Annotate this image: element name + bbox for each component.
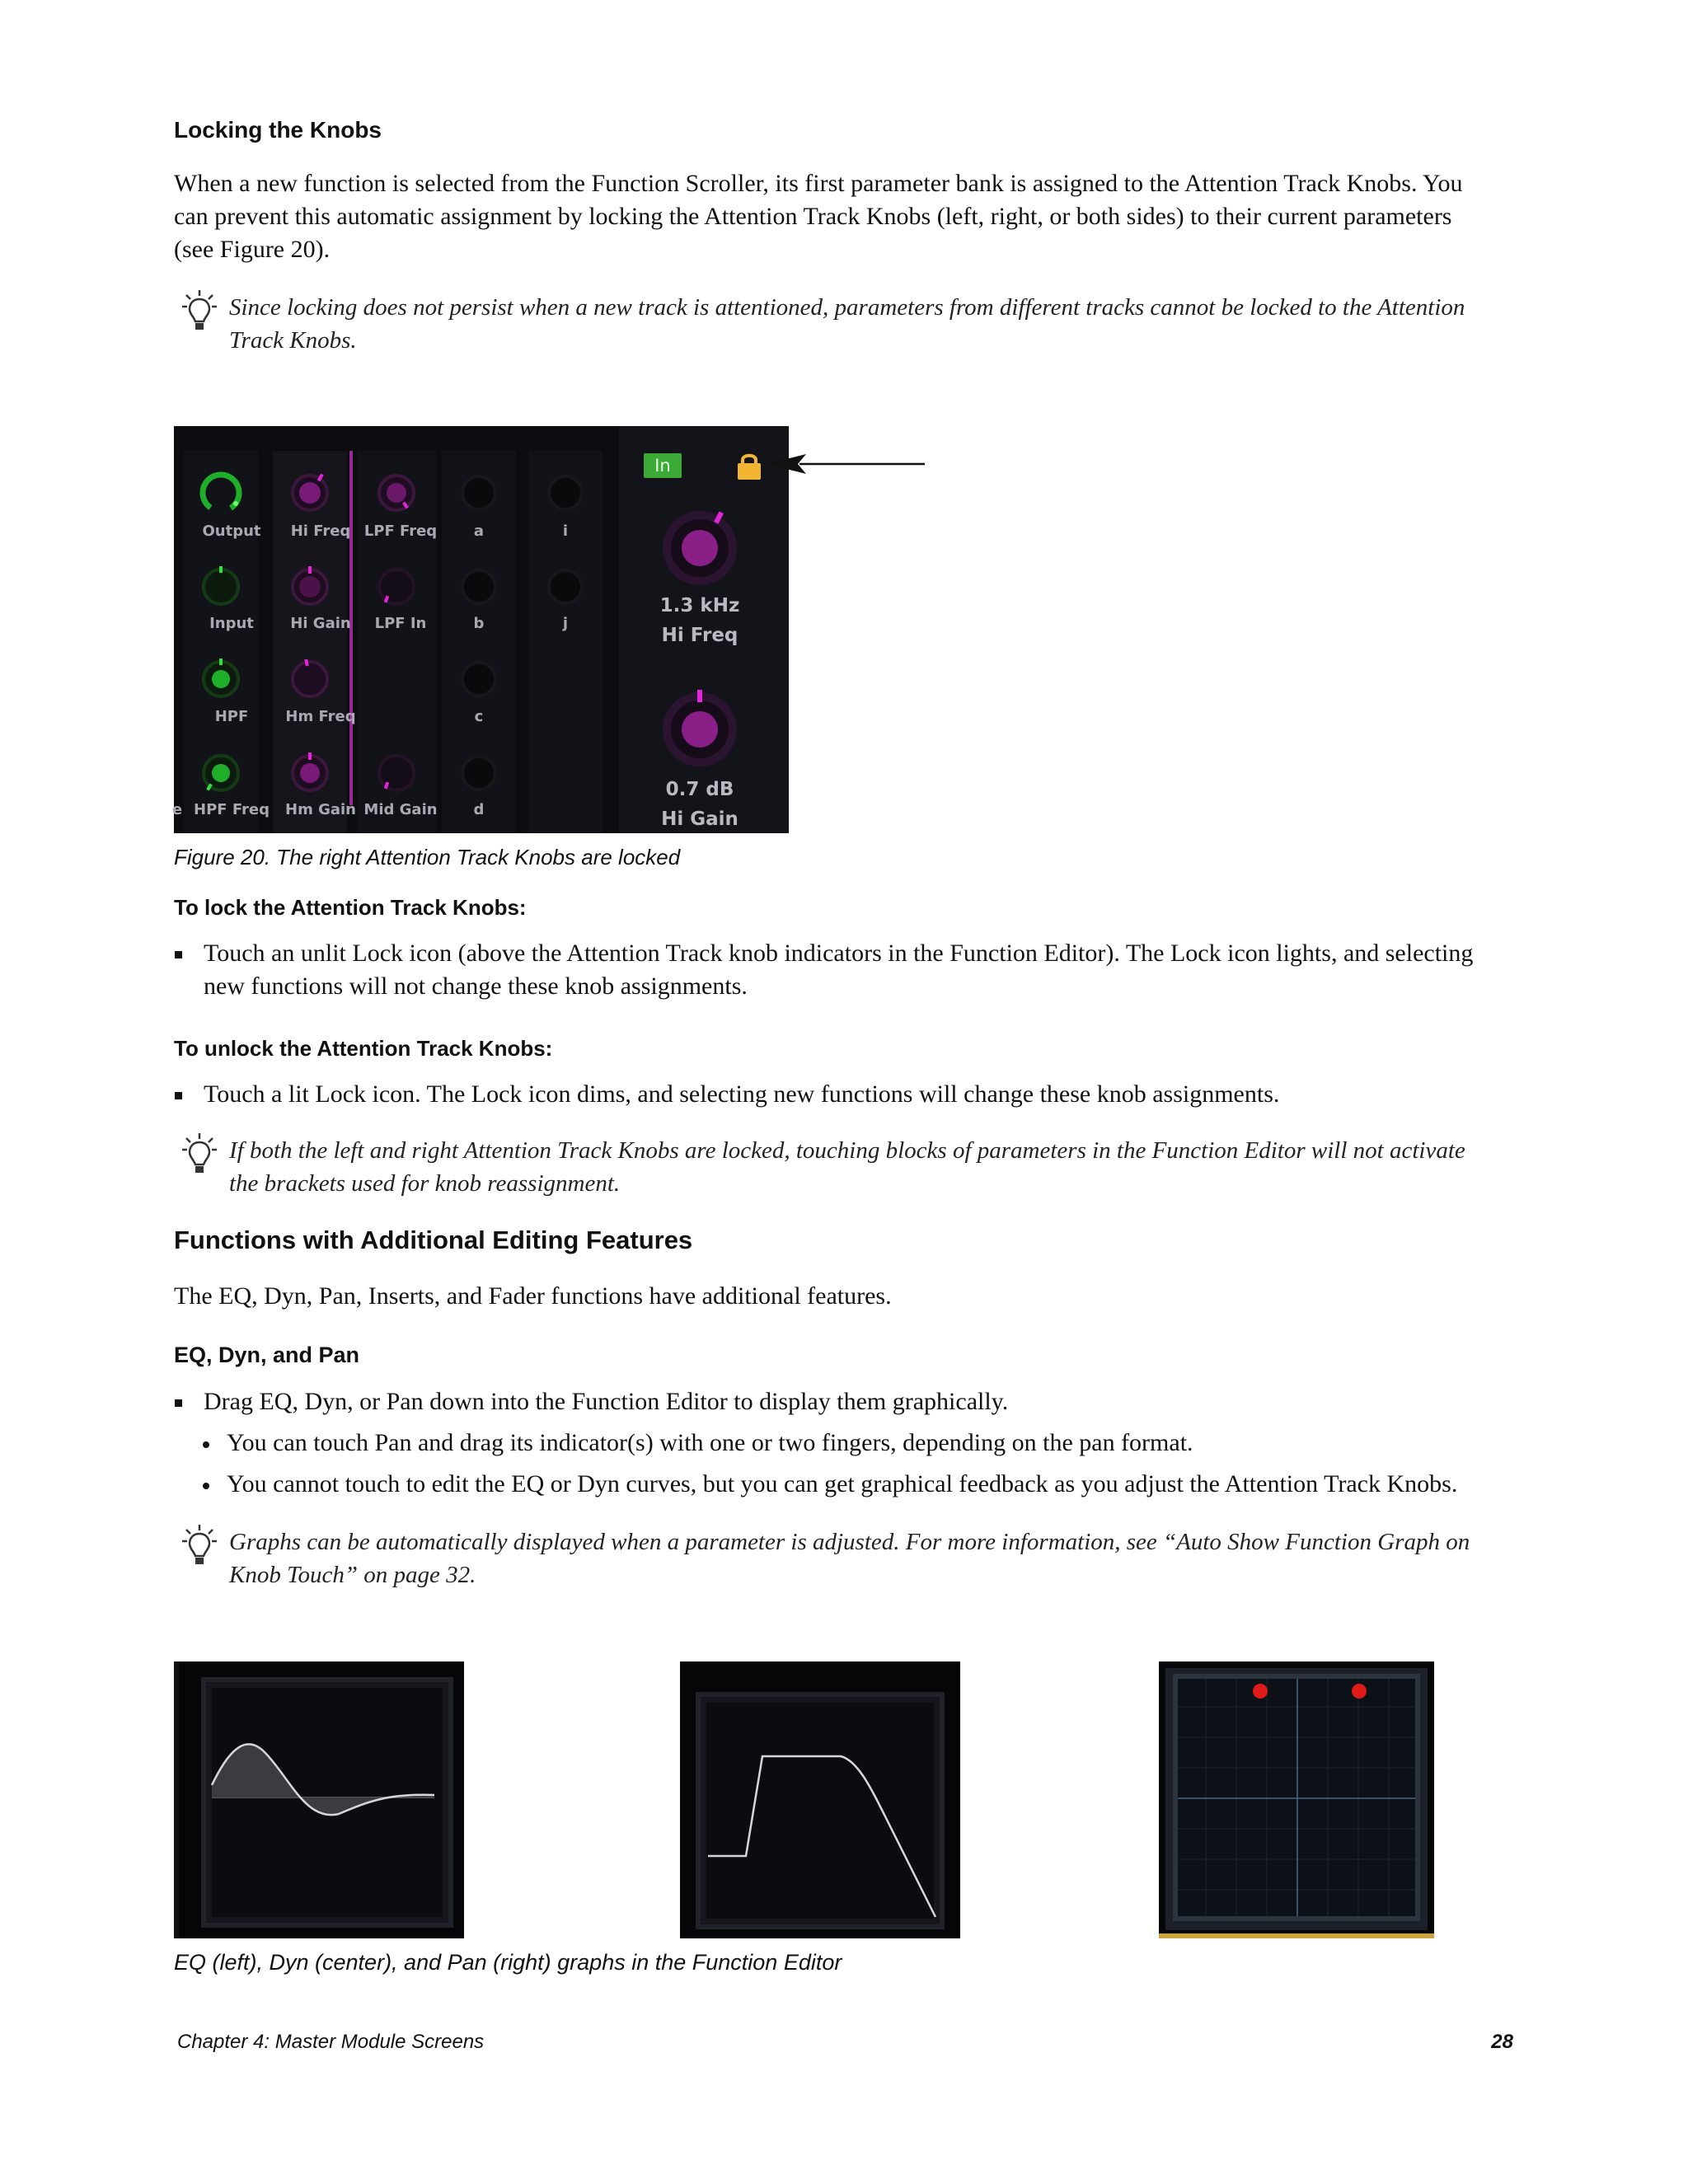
paragraph-line: can prevent this automatic assignment by locking the Attention Track Knobs (left, right, or both sides) to their current parameters [174,203,1452,230]
knob-label: Hi Gain [290,615,351,632]
attention-knob-name: Hi Gain [661,808,738,830]
i-knob[interactable] [543,471,588,515]
bullet-marker [175,951,182,958]
j-knob[interactable] [543,565,588,609]
a-knob[interactable] [457,471,501,515]
paragraph-line: The EQ, Dyn, Pan, Inserts, and Fader functions have additional features. [174,1282,892,1310]
bullet-text: new functions will not change these knob assignments. [204,972,748,1000]
tip-note-line: If both the left and right Attention Track Knobs are locked, touching blocks of parameters in the Function Editor will not activate [229,1137,1465,1164]
knob-label: LPF In [374,615,427,632]
c-knob[interactable] [457,657,501,701]
eq-graph [174,1661,464,1938]
subsection-heading-eq-dyn-pan: EQ, Dyn, and Pan [174,1343,360,1367]
paragraph-line: (see Figure 20). [174,236,331,263]
pan-right-indicator[interactable] [1352,1684,1367,1699]
procedure-heading-lock: To lock the Attention Track Knobs: [174,895,527,920]
bullet-text: Touch a lit Lock icon. The Lock icon dims, and selecting new functions will change these knob assignments. [204,1080,1280,1108]
footer-chapter: Chapter 4: Master Module Screens [177,2031,485,2053]
knob-label: d [473,801,485,818]
procedure-heading-unlock: To unlock the Attention Track Knobs: [174,1036,553,1061]
attention-knob-value: 1.3 kHz [659,595,740,616]
lpf-in-knob[interactable] [374,565,419,609]
knob-label: a [473,523,485,540]
hi-freq-knob[interactable] [288,471,332,515]
hm-freq-knob[interactable] [288,657,332,701]
knob-label: Hm Gain [285,801,356,818]
knob-label: j [562,615,569,632]
knob-label: HPF [214,708,249,725]
tip-note-line: Graphs can be automatically displayed when a parameter is adjusted. For more information, see “Auto Show Function Graph on [229,1529,1470,1555]
bullet-text: Drag EQ, Dyn, or Pan down into the Function Editor to display them graphically. [204,1388,1009,1415]
lock-icon[interactable] [735,451,763,480]
bullet-text: Touch an unlit Lock icon (above the Attention Track knob indicators in the Function Editor). The Lock icon lights, and selecting [204,940,1474,967]
pan-left-indicator[interactable] [1253,1684,1268,1699]
section-heading-locking: Locking the Knobs [174,117,382,143]
attention-knob-name: Hi Freq [661,625,738,646]
knob-label: Mid Gain [363,801,438,818]
b-knob[interactable] [457,565,501,609]
lpf-freq-knob[interactable] [374,471,419,515]
knob-label: b [473,615,485,632]
input-knob[interactable] [199,565,243,609]
knob-label: Input [209,615,254,632]
hi-gain-knob[interactable] [288,565,332,609]
attention-knob-value: 0.7 dB [665,779,734,800]
dyn-curve-plot [680,1661,960,1938]
output-knob[interactable] [199,471,243,515]
lightbulb-tip-icon [181,288,218,338]
cutoff-label: e [171,801,183,818]
sub-bullet-text: You can touch Pan and drag its indicator(s) with one or two fingers, depending on the pan format. [227,1429,1193,1456]
graphs-caption: EQ (left), Dyn (center), and Pan (right) graphs in the Function Editor [174,1950,842,1975]
page-number: 28 [1491,2031,1513,2053]
bullet-marker [175,1399,182,1407]
pan-graph [1159,1661,1434,1938]
tip-note-line: Since locking does not persist when a new track is attentioned, parameters from different tracks cannot be locked to the Attention [229,294,1465,321]
dyn-graph [680,1661,960,1938]
lightbulb-tip-icon [181,1132,218,1181]
knob-label: i [562,523,569,540]
tip-note-line: Knob Touch” on page 32. [229,1562,476,1588]
in-badge[interactable]: In [644,453,682,478]
hm-gain-knob[interactable] [288,751,332,795]
hpf-knob[interactable] [199,657,243,701]
lightbulb-tip-icon [181,1523,218,1572]
hpf-freq-knob[interactable] [199,751,243,795]
paragraph-line: When a new function is selected from the Function Scroller, its first parameter bank is assigned to the Attention Track Knobs. You [174,170,1463,197]
knob-label: Hm Freq [285,708,356,725]
attention-knob-hi-freq[interactable] [659,507,741,589]
bullet-marker [175,1092,182,1099]
tip-note-line: Track Knobs. [229,327,357,354]
eq-curve-plot [174,1661,464,1938]
arrow-left-icon [767,452,927,476]
section-heading-functions: Functions with Additional Editing Features [174,1226,693,1254]
tip-note-line: the brackets used for knob reassignment. [229,1170,621,1197]
sub-bullet-marker [203,1441,209,1448]
mid-gain-knob[interactable] [374,751,419,795]
d-knob[interactable] [457,751,501,795]
attention-knob-hi-gain[interactable] [659,688,741,771]
figure-20-caption: Figure 20. The right Attention Track Knobs are locked [174,845,681,869]
knob-label: LPF Freq [363,523,438,540]
sub-bullet-marker [203,1483,209,1489]
knob-label: c [474,708,484,725]
pan-position-plot [1159,1661,1434,1938]
knob-label: Hi Freq [290,523,351,540]
knob-label: Output [202,523,261,540]
knob-label: HPF Freq [194,801,270,818]
sub-bullet-text: You cannot touch to edit the EQ or Dyn curves, but you can get graphical feedback as you adjust the Attention Track Knobs. [227,1470,1458,1497]
figure-20-function-editor-screenshot [171,426,789,833]
